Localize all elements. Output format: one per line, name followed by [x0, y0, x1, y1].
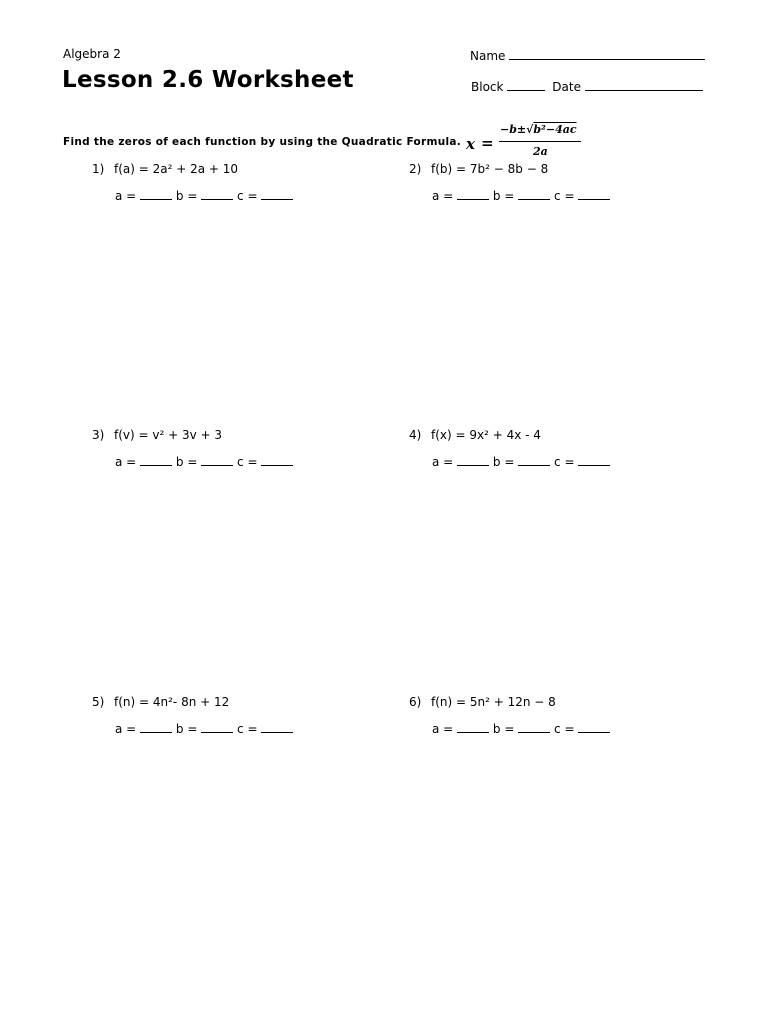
quadratic-formula	[466, 123, 586, 163]
problem-5	[92, 695, 229, 709]
coef-b-label: b =	[492, 722, 515, 736]
problem-number: 1)	[92, 162, 105, 176]
coef-a-label: a =	[432, 455, 454, 469]
coef-a-label: a =	[432, 722, 454, 736]
problem-expression: f(a) = 2a² + 2a + 10	[114, 162, 239, 176]
name-field	[470, 48, 705, 63]
formula-denominator: 2a	[533, 145, 548, 158]
problem-number: 4)	[409, 428, 422, 442]
coef-a-label: a =	[432, 189, 454, 203]
coef-a-label: a =	[115, 455, 137, 469]
course-label: Algebra 2	[63, 47, 121, 61]
coef-b-label: b =	[175, 189, 198, 203]
coef-c-label: c =	[237, 722, 258, 736]
coef-b-blank	[518, 189, 550, 200]
coef-c-label: c =	[237, 189, 258, 203]
date-blank	[585, 79, 703, 91]
date-label: Date	[552, 80, 581, 94]
coef-a-blank	[140, 455, 172, 466]
instructions: Find the zeros of each function by using the Quadratic Formula.	[63, 136, 462, 148]
formula-radicand: b²−4ac	[533, 123, 577, 136]
formula-numerator-prefix: −b±√	[500, 123, 534, 136]
coef-b-blank	[518, 455, 550, 466]
coefficient-row	[115, 189, 293, 203]
coef-a-blank	[140, 722, 172, 733]
name-label: Name	[470, 49, 506, 63]
coef-b-label: b =	[175, 722, 198, 736]
coef-b-label: b =	[175, 455, 198, 469]
coef-a-blank	[457, 722, 489, 733]
coef-c-blank	[261, 455, 293, 466]
coef-b-blank	[201, 189, 233, 200]
coefficient-row	[432, 722, 610, 736]
coef-a-blank	[457, 189, 489, 200]
coef-c-blank	[261, 189, 293, 200]
coef-c-blank	[578, 189, 610, 200]
formula-numerator	[500, 123, 577, 136]
coef-a-label: a =	[115, 722, 137, 736]
problem-1	[92, 162, 238, 176]
coef-c-label: c =	[554, 722, 575, 736]
problem-6	[409, 695, 556, 709]
coef-b-blank	[518, 722, 550, 733]
fraction-bar	[499, 141, 581, 142]
coef-a-blank	[457, 455, 489, 466]
problem-number: 5)	[92, 695, 105, 709]
coef-b-label: b =	[492, 189, 515, 203]
coef-a-label: a =	[115, 189, 137, 203]
worksheet-title: Lesson 2.6 Worksheet	[62, 67, 354, 93]
problem-expression: f(b) = 7b² − 8b − 8	[431, 162, 549, 176]
problem-expression: f(v) = v² + 3v + 3	[114, 428, 223, 442]
coef-c-blank	[261, 722, 293, 733]
problem-3	[92, 428, 222, 442]
coef-a-blank	[140, 189, 172, 200]
formula-lhs: x	[466, 135, 475, 153]
coef-c-label: c =	[554, 455, 575, 469]
coef-b-blank	[201, 455, 233, 466]
block-blank	[507, 79, 545, 91]
problem-4	[409, 428, 541, 442]
problem-number: 2)	[409, 162, 422, 176]
coefficient-row	[432, 455, 610, 469]
problem-2	[409, 162, 548, 176]
block-date-field	[471, 79, 703, 94]
block-label: Block	[471, 80, 504, 94]
coef-c-blank	[578, 455, 610, 466]
problem-expression: f(n) = 5n² + 12n − 8	[431, 695, 556, 709]
coef-b-label: b =	[492, 455, 515, 469]
coefficient-row	[432, 189, 610, 203]
problem-number: 3)	[92, 428, 105, 442]
coef-c-label: c =	[554, 189, 575, 203]
coefficient-row	[115, 722, 293, 736]
name-blank	[509, 48, 705, 60]
coef-b-blank	[201, 722, 233, 733]
coef-c-blank	[578, 722, 610, 733]
coef-c-label: c =	[237, 455, 258, 469]
coefficient-row	[115, 455, 293, 469]
formula-equals: =	[481, 134, 494, 152]
problem-expression: f(x) = 9x² + 4x - 4	[431, 428, 541, 442]
problem-expression: f(n) = 4n²- 8n + 12	[114, 695, 230, 709]
problem-number: 6)	[409, 695, 422, 709]
